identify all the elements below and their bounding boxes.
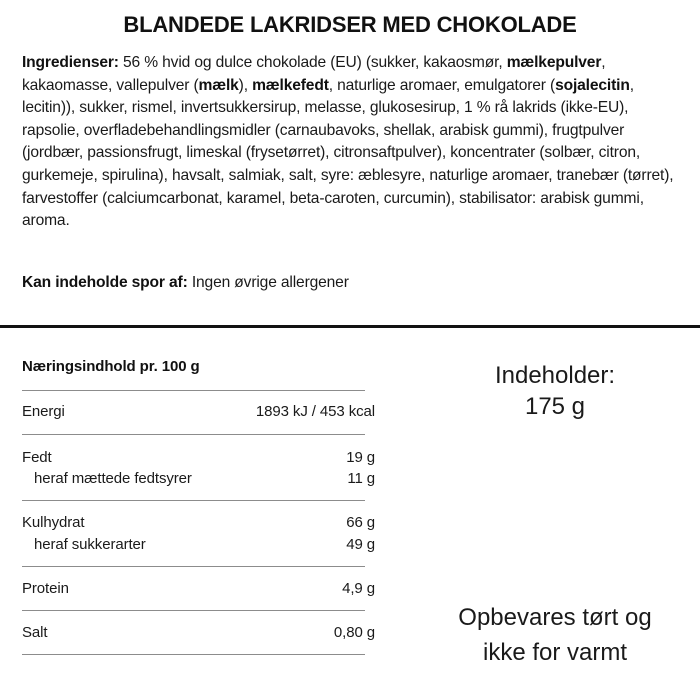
nutrition-row-salt [22,622,375,644]
nutrient-label: heraf mættede fedtsyrer [34,470,192,487]
storage-line-2: ikke for varmt [482,639,628,666]
product-title: BLANDEDE LAKRIDSER MED CHOKOLADE [123,12,577,37]
nutrient-value: 1893 kJ / 453 kcal [255,403,375,420]
allergen-milk-powder: mælkepulver [506,54,602,71]
table-rule [22,390,365,391]
nutrient-value: 19 g [346,449,375,466]
nutrient-label: Energi [22,403,65,420]
ingredients-label: Ingredienser: [22,54,119,71]
nutrition-row-energy [22,401,375,423]
storage-instructions [420,600,690,670]
nutrient-label: Fedt [22,449,52,466]
nutrient-value: 4,9 g [342,580,375,597]
table-rule [22,566,365,567]
net-content [445,360,665,422]
nutrient-value: 0,80 g [333,624,375,641]
nutrition-heading: Næringsindhold pr. 100 g [22,358,200,375]
nutrient-label: Protein [22,580,69,597]
section-divider [0,325,700,328]
allergen-soy-lecithin: sojalecitin [555,76,630,94]
net-content-label: Indeholder: [494,362,616,389]
allergen-statement [22,272,682,294]
net-content-value: 175 g [524,393,586,420]
nutrient-label: Kulhydrat [22,514,85,531]
ingredients-segment: 56 % hvid og dulce chokolade (EU) (sukker, kakaosmør, [118,54,507,71]
nutrient-value: 49 g [346,536,375,553]
nutrition-row-protein [22,578,375,600]
storage-line-1: Opbevares tørt og [458,604,652,631]
nutrient-label: heraf sukkerarter [34,536,146,553]
table-rule [22,654,365,655]
ingredients-text [22,52,682,233]
allergen-value: Ingen øvrige allergener [187,274,349,291]
allergen-label: Kan indeholde spor af: [22,274,188,291]
ingredients-segment: , lecitin)), sukker, rismel, invertsukkersirup, melasse, glukosesirup, 1 % rå lakrids (ikke-EU), rapsolie, overfladebehandlingsmidler (carnaubavoks, shellak, arabisk gummi), frugtpulver (jordbær, passionsfrugt, limeskal (frysetørret), citronsaftpulver), koncentrater (solbær, citron, gurkemeje, spirulina), havsalt, salmiak, salt, syre: æblesyre, naturlige aromaer, tranebær (tørret), farvestoffer (calciumcarbonat, karamel, beta-caroten, curcumin), stabilisator: arabisk gummi, aroma. [22,76,674,230]
table-rule [22,500,365,501]
table-rule [22,610,365,611]
nutrient-label: Salt [22,624,48,641]
nutrient-value: 11 g [347,470,375,487]
nutrition-row-saturated-fat [22,468,375,490]
nutrient-value: 66 g [346,514,375,531]
ingredients-segment: ), [238,76,253,94]
allergen-milk-fat: mælkefedt [252,76,329,94]
nutrition-row-carbohydrate [22,512,375,534]
nutrition-row-fat [22,447,375,469]
nutrition-row-sugars [22,534,375,556]
allergen-milk: mælk [198,76,239,94]
ingredients-segment: , kakaomasse, vallepulver ( [22,54,606,94]
table-rule [22,434,365,435]
ingredients-segment: , naturlige aromaer, emulgatorer ( [328,76,556,94]
